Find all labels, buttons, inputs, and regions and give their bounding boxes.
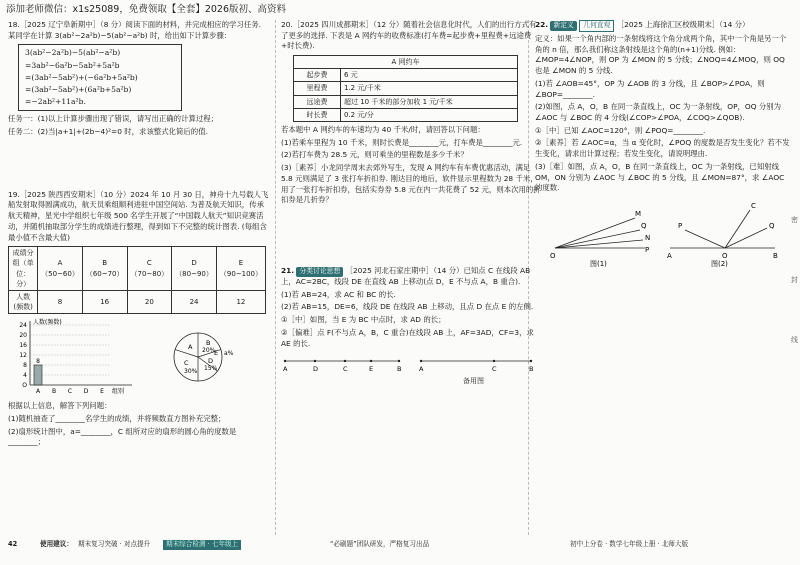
- q18-task1: 任务一：(1)以上计算步骤出现了错误，请写出正确的计算过程；: [8, 114, 219, 124]
- pie-percent-label: 30%: [184, 368, 198, 376]
- q22-p2: (1)若 ∠AOB=45°，OP 为 ∠AOB 的 3 分线，且 ∠BOP>∠POA，则 ∠BOP=________.: [535, 78, 765, 99]
- fig-label: M: [635, 210, 642, 219]
- q18-step: =(3ab²−5ab²)+(−6a²b+5a²b): [25, 72, 138, 82]
- q22-figures: [535, 198, 785, 268]
- q22-p5: ②［素养］若 ∠AOC=α，当 α 变化时，∠POQ 的度数是否发生变化？若不发生变化，请求出计算过程；若发生变化，请说明理由.: [535, 138, 790, 159]
- q20-p2: (1)若乘车里程为 10 千米，则时长费是________元，打车费是________元.: [281, 137, 523, 147]
- table-row: [294, 69, 518, 82]
- table-cell: 起步费: [294, 69, 341, 82]
- table-row: [9, 247, 266, 291]
- segment-point-label: B: [397, 365, 402, 374]
- segment-point-label: A: [283, 365, 288, 374]
- table-cell: B（60~70）: [82, 247, 127, 291]
- x-tick-label: C: [67, 388, 73, 396]
- page-number: 42: [8, 540, 18, 548]
- segment-point: [314, 360, 316, 362]
- table-cell: 8: [38, 290, 83, 313]
- segment-point-label: A: [419, 365, 424, 374]
- x-tick-label: A: [35, 388, 41, 396]
- x-tick-label: B: [51, 388, 57, 396]
- footer-right: 初中上分卷 · 数学七年级上册 · 北师大版: [570, 540, 689, 548]
- q22-number: 22.: [535, 20, 549, 29]
- q18-step: =3ab²−6a²b−5ab²+5a²b: [25, 60, 120, 70]
- q21-p3: ①［中］如图，当 E 为 BC 中点时，求 AD 的长；: [281, 315, 446, 325]
- y-tick-label: 24: [19, 322, 27, 330]
- table-title: A 网约车: [294, 56, 518, 69]
- q20-p3: (2)若打车费为 28.5 元，则可乘坐的里程数是多少千米？: [281, 150, 468, 160]
- q22-tag2: 几何直观: [579, 20, 614, 32]
- q19-sub1: (1)随机抽查了________名学生的成绩，并将频数直方图补充完整；: [8, 413, 226, 423]
- table-cell: 12: [216, 290, 265, 313]
- table-row: [294, 95, 518, 108]
- q20-p1: 若本题中 A 网约车的车速均为 40 千米/时，请回答以下问题：: [281, 124, 485, 134]
- q21-figure-spare: [419, 360, 533, 373]
- column-middle: [281, 20, 543, 387]
- segment-point-label: C: [492, 365, 497, 374]
- table-row: [294, 56, 518, 69]
- fig-label: Q: [769, 222, 775, 231]
- segment-point: [530, 360, 532, 362]
- q22-head: ［2025 上海徐汇区校级期末］（14 分）: [616, 20, 750, 29]
- pie-slice-label: B: [206, 339, 211, 348]
- table-cell: 人数(频数): [9, 290, 38, 313]
- fig-label: Q: [641, 222, 647, 231]
- fig-label: C: [751, 202, 756, 211]
- segment-point: [420, 360, 422, 362]
- pie-divider: [175, 350, 198, 357]
- q21-p4: ②［偏难］点 F(不与点 A，B，C 重合)在线段 AB 上，AF=3AD，CF=3，求 AE 的长.: [281, 327, 534, 348]
- q18-head: 18.［2025 辽宁阜新期中］（8 分）阅读下面的材料，并完成相应的学习任务. 某同学在计算 3(ab²−2a²b)−5(ab²−a²b) 时，给出如下计算步骤：: [8, 20, 261, 40]
- bar: [34, 365, 42, 385]
- footer-tip-text: 期末复习突破 · 对点提升: [78, 540, 151, 548]
- table-cell: E（90~100）: [216, 247, 265, 291]
- table-cell: 1.2 元/千米: [341, 82, 518, 95]
- q21-figure-main: [283, 360, 401, 373]
- column-right: [535, 20, 790, 268]
- table-cell: C（70~80）: [127, 247, 172, 291]
- table-cell: 成绩分组（单位：分）: [9, 247, 38, 291]
- q18-step: =(3ab²−5ab²)+(6a²b+5a²b): [25, 84, 132, 94]
- segment-point-label: D: [313, 365, 319, 374]
- fig-label: A: [667, 252, 672, 261]
- segment-point: [284, 360, 286, 362]
- fig-label: O: [722, 252, 728, 261]
- y-tick-label: 8: [23, 362, 27, 370]
- segment-point: [370, 360, 372, 362]
- q21-number: 21.: [281, 266, 295, 276]
- side-label: 线: [791, 336, 798, 344]
- table-cell: 6 元: [341, 69, 518, 82]
- q19-intro: 根据以上信息，解答下列问题：: [8, 401, 112, 411]
- table-row: [294, 82, 518, 95]
- pie-percent-label: a%: [224, 350, 234, 358]
- q21-figures: [281, 351, 536, 387]
- x-tick-label: D: [83, 388, 89, 396]
- y-tick-label: 20: [19, 332, 27, 340]
- fig-label: P: [645, 246, 650, 255]
- fig-label: B: [773, 252, 778, 261]
- x-tick-label: 组别: [111, 388, 125, 396]
- q18-step: 3(ab²−2a²b)−5(ab²−a²b): [25, 48, 121, 58]
- fig-label: O: [550, 252, 556, 261]
- q22-p6: (3)［难］如图，点 A，O，B 在同一条直线上，OC 为一条射线，已知射线 OM，ON 分别为 ∠AOC 与 ∠BOC 的 5 分线，且 ∠MON=87°，求 ∠AOC 的度数.: [535, 161, 785, 193]
- y-tick-label: 12: [19, 352, 27, 360]
- table-cell: 远途费: [294, 95, 341, 108]
- pie-slice-label: D: [208, 357, 214, 366]
- q19-head: 19.［2025 陕西西安期末］（10 分）2024 年 10 月 30 日，神舟十九号载人飞船发射取得圆满成功，航天员乘组顺利进驻中国空间站. 为普及航天知识，传承航天精神，星光中学组织七年级 500 名学生开展了“中国载人航天”知识竞赛活动，并随机抽取部分学生的成绩进行整理，得到如下不完整的统计图表. (每组含最小值不含最大值): [8, 189, 269, 242]
- table-cell: 里程费: [294, 82, 341, 95]
- x-tick-label: E: [100, 388, 104, 396]
- q20-head: 20.［2025 四川成都期末］（12 分）随着社会信息化时代，人们的出行方式有了更多的选择. 下表是 A 网约车的收费标准(打车费=起步费+里程费+远途费+时长费).: [281, 20, 537, 51]
- q18-step: =−2ab²+11a²b.: [25, 97, 86, 107]
- footer-center: “必刷题”团队研发，严格复习出品: [330, 540, 430, 548]
- table-cell: A（50~60）: [38, 247, 83, 291]
- q22-p1: 定义：如果一个角内部的一条射线将这个角分成两个角，其中一个角是另一个角的 n 倍，那么我们称这条射线是这个角的(n+1)分线. 例如：∠MOP=4∠NOP，则 OP 为 ∠MON 的 5 分线；∠NOQ=4∠MOQ，则 OQ 也是 ∠MON 的 5 分线.: [535, 33, 787, 76]
- column-left: [8, 20, 270, 450]
- q22-head-line: [535, 20, 790, 32]
- pie-percent-label: 20%: [202, 347, 216, 355]
- q21-head-line: [281, 266, 543, 288]
- segment-point: [493, 360, 495, 362]
- top-note: 添加老师微信：x1s25089，免费领取【全套】2026版初、高资料: [6, 4, 287, 15]
- segment-point-label: B: [529, 365, 534, 374]
- segment-point: [398, 360, 400, 362]
- q21-p1: (1)若 AB=24，求 AC 和 BC 的长.: [281, 289, 396, 299]
- table-cell: 超过 10 千米的部分加收 1 元/千米: [341, 95, 518, 108]
- fig-caption: 图(1): [590, 260, 607, 269]
- table-cell: 16: [82, 290, 127, 313]
- footer-tip-badge: 期末综合检测 · 七年级上: [163, 540, 241, 550]
- q21-tag: 分类讨论思想: [296, 267, 343, 277]
- segment-point-label: C: [343, 365, 348, 374]
- q20-p4: (3)［素养］小龙同学周末去郊外写生，发现 A 网约车有车费优惠活动，满足 5.8 元则满足了 3 张打车折扣券. 刚达目的地后，软件显示里程数为 28 千米，用了一张打车折扣券，包括实券券 5.8 元在内一共花费了 52 元，则本次用的折扣券是几折券？: [281, 163, 541, 205]
- q22-figure-1: [550, 210, 650, 268]
- q22-figure-2: [667, 202, 778, 268]
- q21-head: ［2025 河北石家庄期中］（14 分）已知点 C 在线段 AB 上，AC=2BC，线段 DE 在直线 AB 上移动(点 D，E 不与点 A，B 重合).: [281, 266, 531, 286]
- bar-label: 8: [36, 358, 40, 366]
- y-tick-label: 16: [19, 342, 27, 350]
- q19-charts: [8, 317, 263, 397]
- q18-task2: 任务二：(2)当|a+1|+(2b−4)²=0 时，求该整式化简后的值.: [8, 126, 208, 136]
- table-row: [294, 108, 518, 121]
- side-label: 封: [791, 276, 798, 284]
- side-label: 密: [791, 216, 798, 224]
- spare-figure-label: 备用图: [463, 377, 484, 386]
- q22-p3: (2)如图，点 A，O，B 在同一条直线上，OC 为一条射线，OP，OQ 分别为 ∠AOC 与 ∠BOC 的 4 分线(∠COP>∠POA，∠COQ>∠QOB).: [535, 102, 782, 122]
- table-cell: 20: [127, 290, 172, 313]
- table-cell: 24: [172, 290, 217, 313]
- pie-percent-label: 15%: [204, 365, 218, 373]
- table-row: [9, 290, 266, 313]
- fig-caption: 图(2): [711, 260, 728, 269]
- segment-point-label: E: [369, 365, 374, 374]
- q18-steps-box: [18, 44, 182, 111]
- table-cell: 0.2 元/分: [341, 108, 518, 121]
- q21-p2: (2)若 AB=15，DE=6，线段 DE 在线段 AB 上移动，且点 D 在点 E 的左侧.: [281, 302, 534, 312]
- q20-table: [293, 55, 518, 122]
- pie-slice-label: C: [184, 359, 189, 368]
- y-tick-label: 4: [23, 372, 27, 380]
- q19-sub2: (2)扇形统计图中，a=________，C 组所对应的扇形的圆心角的度数是________；: [8, 426, 237, 447]
- column-divider: [275, 20, 276, 535]
- footer-tip-label: 使用建议：: [40, 540, 73, 548]
- table-cell: D（80~90）: [172, 247, 217, 291]
- fig-label: P: [678, 222, 683, 231]
- fig-label: N: [645, 234, 651, 243]
- pie-slice-label: A: [188, 343, 193, 352]
- y-axis-label: 人数(频数): [33, 319, 62, 327]
- q22-p4: ①［中］已知 ∠AOC=120°，则 ∠POQ=________.: [535, 125, 706, 135]
- segment-point: [344, 360, 346, 362]
- q19-table: [8, 246, 266, 314]
- pie-slice-label: E: [214, 349, 219, 358]
- q22-tag1: 新定义: [550, 21, 576, 31]
- y-tick-label: O: [22, 382, 27, 390]
- table-cell: 时长费: [294, 108, 341, 121]
